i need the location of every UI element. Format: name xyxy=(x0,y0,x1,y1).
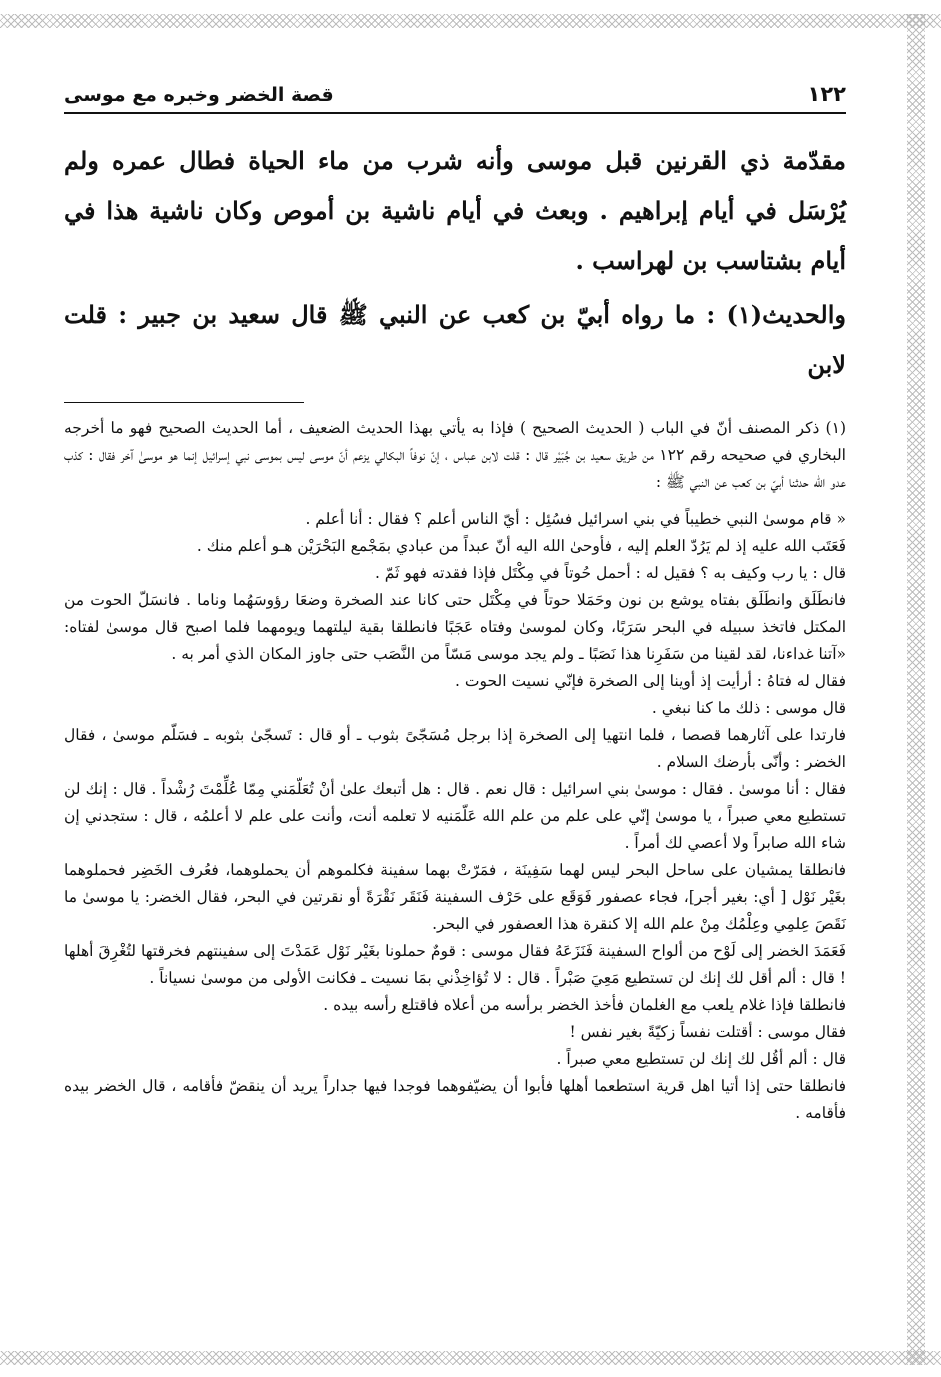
footnote-paragraph: فانطلقا يمشيان على ساحل البحر ليس لهما سَفِينَة ، فمَرّتْ بهما سفينة فكلموهم أن يحملوهما، فعُرف الخَضِر فحملوهما بغَيْر نَوْل [ أي: بغير أجر]، فجاء عصفور فَوَقَع على حَرْف السفينة فَنَقَر نَقْرَةً أو نقرتين في البحر، فقال الخضر: يا موسىٰ ما نَقَصَ عِلمِي وعِلْمُك مِنْ علم الله إلا كنقرة هذا العصفور في البحر. xyxy=(64,861,846,933)
decorative-border-bottom xyxy=(0,1351,941,1365)
footnote-paragraph: قال : ألم أقُل لك إنك لن تستطيع معي صبراً . xyxy=(556,1050,846,1068)
footnote-paragraph: فقال : أنا موسىٰ . فقال : موسىٰ بني اسرائيل : قال نعم . قال : هل أتبعك علىٰ أنْ تُعَلّمَني مِمّا عُلِّمْتَ رُشْداً . قال : إنك لن تستطيع معي صبراً ، يا موسىٰ إنّي على علم من علم الله عَلّمَنيه لا تعلمه أنت، وأنت على علم لا أعلمُه ، قال : ستجدني إن شاء الله صابراً ولا أعصي لك أمراً . xyxy=(64,780,846,852)
footnote-paragraph: فانطلقا حتى إذا أتيا اهل قرية استطعما أهلها فأبوا أن يضيّفوهما فوجدا فيها جداراً يريد أن ينقضّ فأقامه ، قال الخضر بيده فأقامه . xyxy=(64,1077,846,1122)
footnote-paragraph: (١) ذكر المصنف أنّ في الباب ( الحديث الصحيح ) فإذا به يأتي بهذا الحديث الضعيف ، أما الحديث الصحيح فهو ما أخرجه البخاري في صحيحه رقم ١٢٢ من طريق سعيد بن جُبَيْر قال : قلت لابن عباس ، إنّ نوفاً البكالي يزعم أنّ موسى ليس بموسى نبي إسرائيل إنما هو موسىٰ آخر فقال : كذب عدو الله حدثنا أبيّ بن كعب عن النبي ﷺ : xyxy=(64,419,846,491)
footnote-paragraph: « قام موسىٰ النبي خطيباً في بني اسرائيل فسُئِل : أيّ الناس أعلم ؟ فقال : أنا أعلم . xyxy=(305,510,846,528)
book-page xyxy=(64,82,846,1127)
main-paragraph: مقدّمة ذي القرنين قبل موسى وأنه شرب من ماء الحياة فطال عمره ولم يُرْسَل في أيام إبراهيم . وبعث في أيام ناشية بن أموص وكان ناشية هذا في أيام بشتاسب بن لهراسب . xyxy=(64,146,846,275)
running-title: قصة الخضر وخبره مع موسى xyxy=(64,84,334,106)
footnotes xyxy=(64,415,846,1127)
page-number: ١٢٢ xyxy=(807,82,846,106)
running-head xyxy=(64,82,846,114)
footnote-paragraph: فَعَتَب الله عليه إذ لم يَرُدّ العلم إليه ، فأوحىٰ الله اليه أنّ عبداً من عبادي بمَجْمع البَحْرَيْن هـو أعلم منك . xyxy=(196,537,846,555)
footnote-paragraph: فقال موسى : أقتلت نفساً زكيّةً بغير نفس ! xyxy=(569,1023,846,1041)
main-paragraph: والحديث(١) : ما رواه أبيّ بن كعب عن النبي ﷺ قال سعيد بن جبير : قلت لابن xyxy=(64,300,846,379)
footnote-paragraph: قال : يا رب وكيف به ؟ فقيل له : أحمل حُوتاً في مِكْتَل فإذا فقدته فهو ثَمّ . xyxy=(374,564,846,582)
footnote-rule xyxy=(64,402,304,403)
footnote-paragraph: فارتدا على آثارهما قصصا ، فلما انتهيا إلى الصخرة إذا برجل مُسَجّىً بثوب ـ أو قال : تَسجّىٰ بثوبه ـ فسَلّم موسىٰ ، فقال الخضر : وأنّى بأرضك السلام . xyxy=(64,726,846,771)
footnote-paragraph: فانطَلَق وانطَلَق بفتاه يوشع بن نون وحَمَلا حوتاً في مِكْتَل حتى كانا عند الصخرة وضعَا رؤوسَهُما وناما . فانسَلّ الحوت من المكتل فاتخذ سبيله في البحر سَرَبًا، وكان لموسىٰ وفتاه عَجَبًا فانطلقا بقية ليلتهما ويومهما فلما اصبح قال موسىٰ لفتاه: «آتنا غداءنا، لقد لقينا من سَفَرِنا هذا نَصَبًا ـ ولم يجد موسى مَسّاً من النَّصَب حتى جاوز المكان الذي أمر به . xyxy=(64,591,846,663)
main-text xyxy=(64,136,846,390)
footnote-paragraph: فقال له فتاهُ : أرأيت إذ أوينا إلى الصخرة فإنّي نسيت الحوت . xyxy=(455,672,846,690)
footnote-paragraph: فَعَمَدَ الخضر إلى لَوْح من ألواح السفينة فَنَزَعَهُ فقال موسى : قومٌ حملونا بغَيْر نَوْل عَمَدْتَ إلى سفينتهم فخرقتها لتُغْرِقَ أهلها ! قال : ألم أقل لك إنك لن تستطيع مَعِيَ صَبْراً . قال : لا تُؤاخِذْني بمَا نسيت ـ فكانت الأولى من موسىٰ نسياناً . xyxy=(64,942,846,987)
decorative-border-right xyxy=(907,14,925,1365)
footnote-paragraph: فانطلقا فإذا غلام يلعب مع الغلمان فأخذ الخضر برأسه من أعلاه فاقتلع رأسه بيده . xyxy=(323,996,846,1014)
footnote-paragraph: قال موسى : ذلك ما كنا نبغي . xyxy=(651,699,846,717)
decorative-border-top xyxy=(0,14,941,28)
